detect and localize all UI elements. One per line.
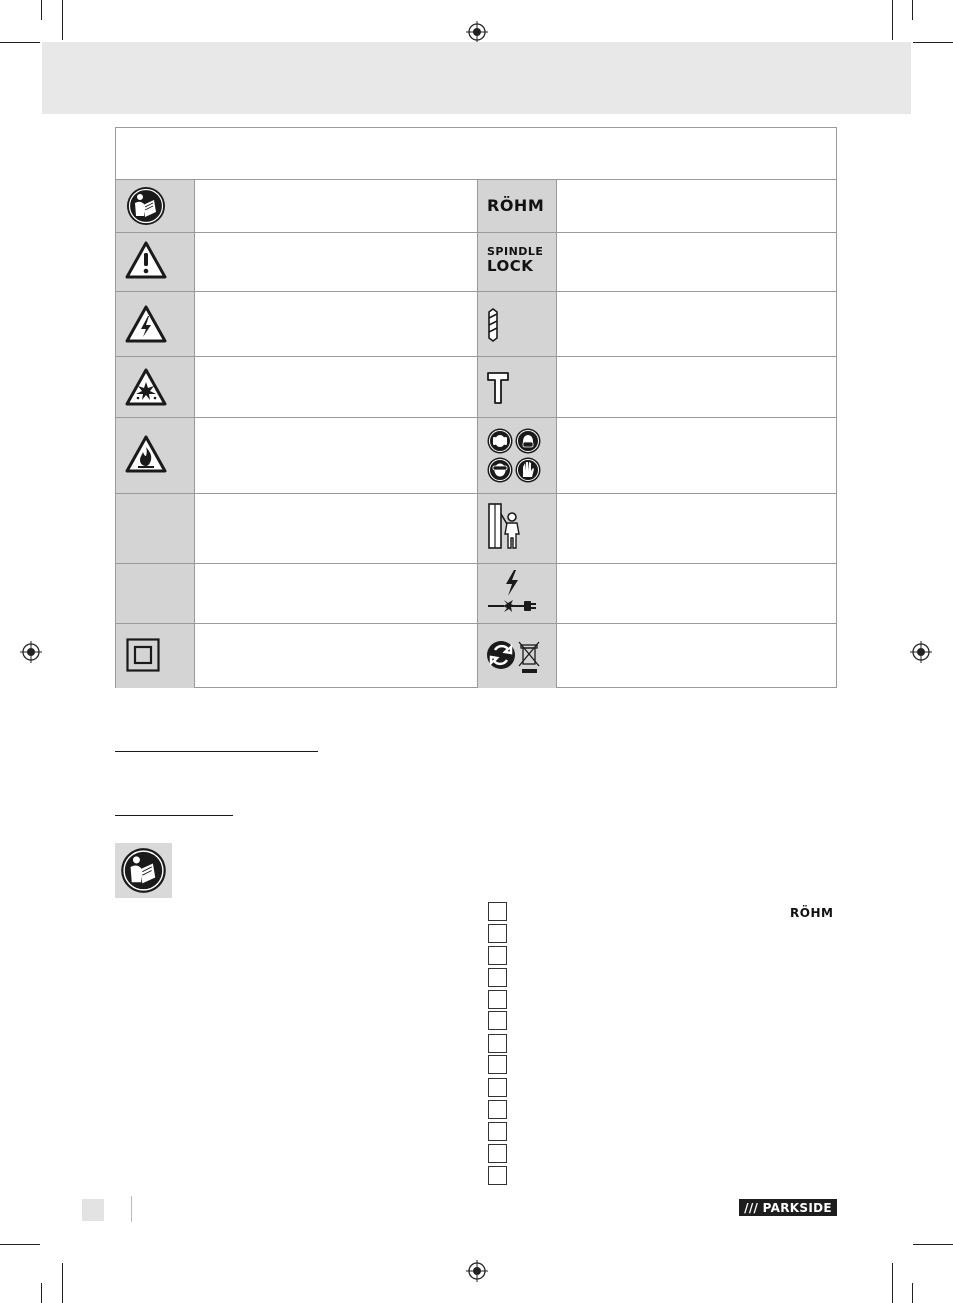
delivery-checkbox[interactable] (488, 1078, 507, 1097)
rohm-logo: RÖHM (487, 196, 545, 215)
spindle-lock-bottom: LOCK (487, 257, 534, 275)
fire-warning-icon (125, 435, 167, 473)
crop-mark (62, 1263, 63, 1303)
delivery-checkbox[interactable] (488, 990, 507, 1009)
delivery-checkbox[interactable] (488, 1100, 507, 1119)
crop-mark (0, 1244, 40, 1245)
crop-mark (41, 1283, 42, 1303)
delivery-checkbox[interactable] (488, 1122, 507, 1141)
delivery-checkbox[interactable] (488, 1034, 507, 1053)
footer-divider (131, 1196, 132, 1222)
delivery-checkbox[interactable] (488, 1144, 507, 1163)
registration-mark-icon (466, 21, 488, 43)
warning-triangle-icon (125, 241, 167, 279)
registration-mark-icon (20, 641, 42, 663)
crop-mark (913, 42, 953, 43)
delivery-checkbox[interactable] (488, 1055, 507, 1074)
registration-mark-icon (910, 641, 932, 663)
header-band (42, 42, 911, 114)
section-heading-underline (115, 815, 233, 816)
hammer-drill-icon (486, 371, 510, 405)
crop-mark (892, 0, 893, 40)
delivery-checkbox[interactable] (488, 924, 507, 943)
crop-mark (892, 1263, 893, 1303)
keep-away-from-children-icon (487, 502, 527, 550)
crop-mark (913, 1244, 953, 1245)
registration-mark-icon (466, 1260, 488, 1282)
symbol-table (115, 127, 837, 688)
spindle-lock-logo (487, 246, 549, 274)
delivery-checkbox[interactable] (488, 946, 507, 965)
delivery-checkbox[interactable] (488, 968, 507, 987)
explosion-warning-icon (125, 368, 167, 406)
rohm-logo-small: RÖHM (790, 906, 834, 920)
section-heading-underline (115, 751, 318, 752)
crop-mark (41, 0, 42, 20)
delivery-checkbox[interactable] (488, 1011, 507, 1030)
spindle-lock-top: SPINDLE (487, 245, 544, 258)
delivery-checkbox[interactable] (488, 1166, 507, 1185)
crop-mark (62, 0, 63, 40)
parkside-logo: /// PARKSIDE (739, 1199, 837, 1216)
crop-mark (912, 0, 913, 20)
crop-mark (912, 1283, 913, 1303)
read-manual-icon (126, 186, 166, 226)
page-number-tab (82, 1199, 104, 1221)
drill-bit-icon (486, 308, 500, 342)
delivery-checkbox[interactable] (488, 902, 507, 921)
protective-equipment-icon (486, 427, 542, 485)
read-manual-icon (120, 847, 167, 894)
recycling-disposal-icon (486, 638, 544, 674)
damaged-cable-icon (486, 568, 538, 616)
crop-mark (0, 42, 40, 43)
protection-class-ii-icon (126, 638, 160, 672)
electric-shock-warning-icon (125, 305, 167, 343)
